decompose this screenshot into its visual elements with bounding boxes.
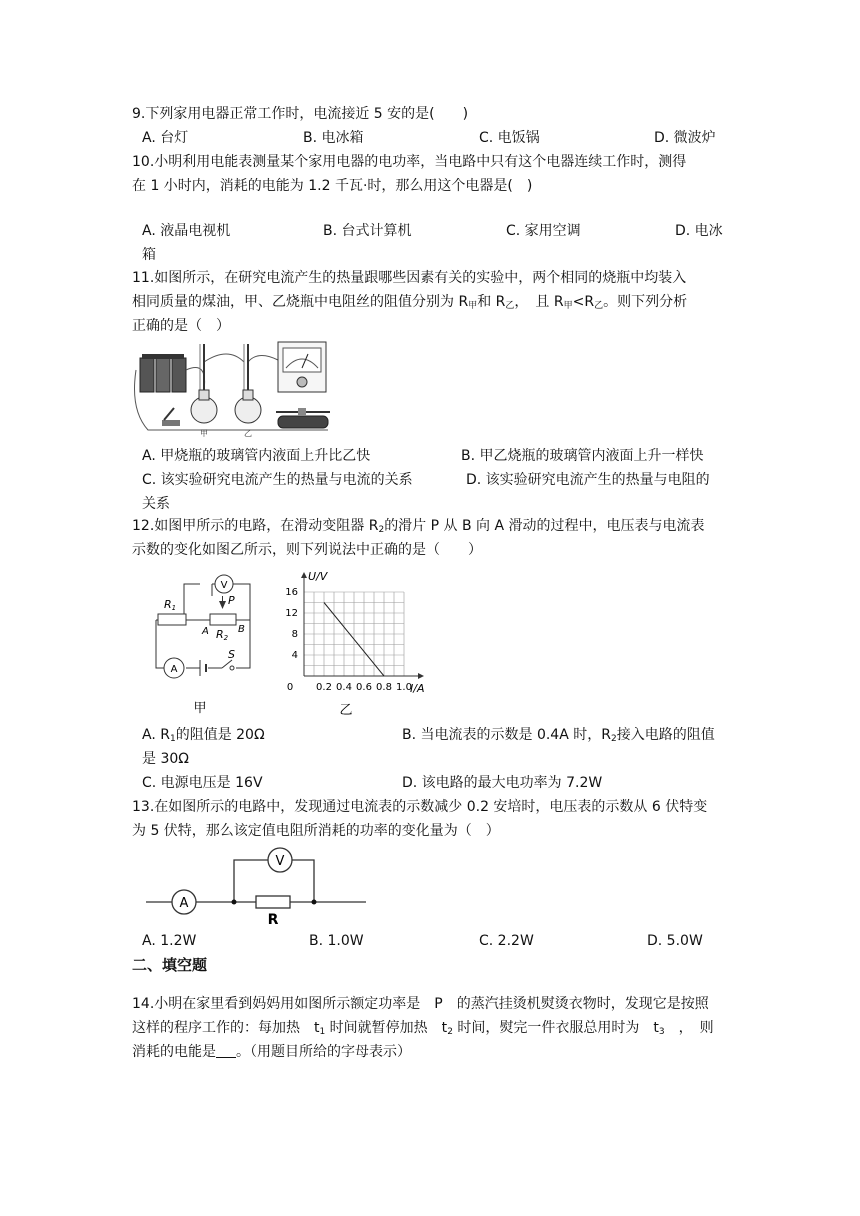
ammeter-icon	[278, 342, 326, 392]
q13-stem-line1: 13.在如图所示的电路中，发现通过电流表的示数减少 0.2 安培时，电压表的示数从 6 伏特变	[132, 799, 708, 815]
x-axis-arrow	[418, 673, 424, 679]
ammeter-label: A	[179, 896, 189, 911]
q9-option-c[interactable]: C. 电饭锅	[479, 130, 540, 146]
graph-yi-caption: 乙	[339, 703, 353, 718]
x-axis-label: I/A	[410, 682, 425, 695]
q11-stem-line3: 正确的是（ ）	[132, 318, 230, 334]
x-tick-label: 0	[286, 682, 294, 693]
x-tick-label: 0.2	[316, 682, 332, 693]
q10-option-a[interactable]: A. 液晶电视机	[142, 223, 231, 239]
rheostat-r2-icon	[201, 594, 245, 642]
node-b-label: B	[238, 624, 245, 635]
ammeter-icon	[172, 890, 196, 914]
r2-label: R2	[216, 628, 229, 642]
q10-stem-line1: 10.小明利用电能表测量某个家用电器的电功率，当电路中只有这个电器连续工作时，测得	[132, 154, 687, 170]
q10-option-b[interactable]: B. 台式计算机	[323, 223, 412, 239]
q11-option-d-wrap: 关系	[142, 496, 170, 512]
q10-option-c[interactable]: C. 家用空调	[506, 223, 581, 239]
q14-line1: 14.小明在家里看到妈妈用如图所示额定功率是 P 的蒸汽挂烫机熨烫衣物时，发现它是按照	[132, 996, 709, 1012]
q12-option-c[interactable]: C. 电源电压是 16V	[142, 775, 263, 791]
node-a-label: A	[202, 626, 209, 637]
battery-icon	[140, 354, 186, 392]
q13-stem-line2: 为 5 伏特，那么该定值电阻所消耗的功率的变化量为（ ）	[132, 823, 500, 839]
section-title: 二、填空题	[132, 956, 208, 974]
q12-option-d[interactable]: D. 该电路的最大电功率为 7.2W	[402, 775, 603, 791]
q11-option-d[interactable]: D. 该实验研究电流产生的热量与电阻的	[466, 472, 710, 488]
q9-stem: 9.下列家用电器正常工作时，电流接近 5 安的是( )	[132, 106, 469, 122]
voltmeter-label: V	[275, 854, 285, 869]
q9-option-d[interactable]: D. 微波炉	[654, 130, 716, 146]
x-tick-label: 1.0	[396, 682, 412, 693]
q12-stem-line1: 12.如图甲所示的电路，在滑动变阻器 $R_2$的滑片 P 从 B 向 A 滑动的过程中，电压表与电流表	[132, 518, 705, 535]
q10-option-d[interactable]: D. 电冰	[675, 223, 723, 239]
q13-option-d[interactable]: D. 5.0W	[647, 933, 703, 949]
q12-graph-yi	[268, 562, 428, 722]
x-tick-label: 0.8	[376, 682, 392, 693]
ammeter-label: A	[170, 664, 178, 675]
switch-s-icon	[228, 648, 235, 670]
ammeter-icon	[164, 658, 184, 678]
q9-option-a[interactable]: A. 台灯	[142, 130, 189, 146]
y-axis-label: U/V	[308, 570, 328, 583]
rheostat-icon	[276, 408, 330, 428]
q13-option-c[interactable]: C. 2.2W	[479, 933, 534, 949]
y-axis-arrow	[301, 572, 307, 578]
flask-jia-label: 甲	[200, 429, 208, 438]
resistor-icon	[256, 896, 290, 928]
q11-option-b[interactable]: B. 甲乙烧瓶的玻璃管内液面上升一样快	[461, 448, 704, 464]
q12-circuit-jia	[140, 568, 260, 718]
q12-stem-line2: 示数的变化如图乙所示，则下列说法中正确的是（ ）	[132, 542, 482, 558]
switch-s-label: S	[228, 648, 235, 661]
q13-option-b[interactable]: B. 1.0W	[309, 933, 364, 949]
flask-jia-icon	[191, 344, 217, 423]
q11-option-a[interactable]: A. 甲烧瓶的玻璃管内液面上升比乙快	[142, 448, 371, 464]
r1-label: R1	[164, 598, 177, 612]
q14-line2: 这样的程序工作的：每加热 $t_1$ 时间就暂停加热 $t_2$ 时间，熨完一件衣服总用时为 $t_3$ ， 则	[132, 1020, 714, 1037]
y-tick-label: 16	[285, 587, 298, 598]
resistor-r1-icon	[158, 598, 186, 625]
q11-option-c[interactable]: C. 该实验研究电流产生的热量与电流的关系	[142, 472, 413, 488]
q10-stem-line2: 在 1 小时内，消耗的电能为 1.2 千瓦·时，那么用这个电器是( )	[132, 178, 533, 194]
q13-option-a[interactable]: A. 1.2W	[142, 933, 197, 949]
battery-icon	[200, 660, 206, 676]
circuit-jia-caption: 甲	[193, 701, 207, 716]
q9-option-b[interactable]: B. 电冰箱	[303, 130, 364, 146]
q14-line3: 消耗的电能是 。（用题目所给的字母表示）	[132, 1044, 411, 1060]
q12-option-a[interactable]: A. $R_1$的阻值是 20Ω	[142, 727, 265, 744]
resistor-label: R	[267, 912, 279, 928]
q11-stem-line2: 相同质量的煤油，甲、乙烧瓶中电阻丝的阻值分别为 $R_甲$和 $R_乙$， 且 $R_甲<R_乙$。则下列分析	[132, 294, 688, 311]
voltmeter-icon	[215, 575, 233, 593]
x-tick-label: 0.4	[336, 682, 352, 693]
flask-yi-label: 乙	[244, 429, 252, 438]
q11-stem-line1: 11.如图所示，在研究电流产生的热量跟哪些因素有关的实验中，两个相同的烧瓶中均装入	[132, 270, 687, 286]
y-tick-label: 12	[285, 608, 298, 619]
voltmeter-label: V	[220, 580, 228, 591]
x-tick-label: 0.6	[356, 682, 372, 693]
answer-blank[interactable]	[216, 1043, 236, 1058]
voltmeter-icon	[268, 848, 292, 872]
switch-icon	[162, 408, 180, 426]
graph-axes	[301, 572, 424, 679]
q12-option-b[interactable]: B. 当电流表的示数是 0.4A 时，$R_2$接入电路的阻值	[402, 727, 715, 744]
y-tick-label: 8	[291, 629, 298, 640]
slider-p-label: P	[228, 594, 235, 607]
y-tick-label: 4	[291, 650, 298, 661]
q13-circuit-figure	[140, 846, 370, 928]
graph-grid	[304, 592, 404, 676]
q12-option-b-wrap: 是 30Ω	[142, 751, 189, 767]
q11-apparatus-figure	[128, 340, 354, 440]
q10-option-d-wrap: 箱	[142, 247, 156, 263]
